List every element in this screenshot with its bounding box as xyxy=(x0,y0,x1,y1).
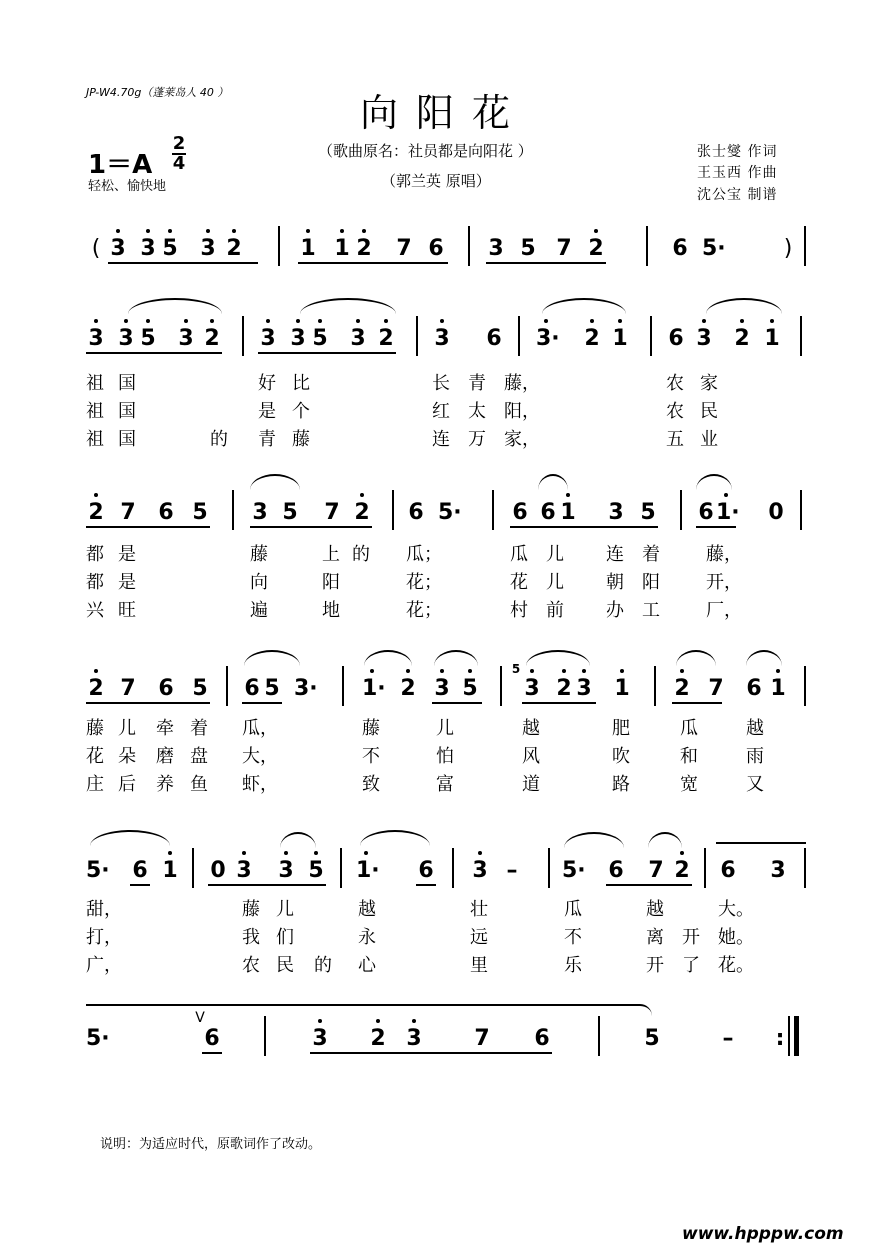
lyric-char: 祖 xyxy=(86,373,104,394)
time-bottom: 4 xyxy=(172,153,186,174)
lyrics-3-verse2 xyxy=(86,742,786,768)
lyric-char: 鱼 xyxy=(190,774,208,795)
lyric-char: 养 xyxy=(156,774,174,795)
lyrics-3-verse3 xyxy=(86,770,786,796)
lyrics-4-verse2 xyxy=(86,923,786,949)
time-top: 2 xyxy=(172,133,186,154)
lyricist-credit: 张士燮 作词 xyxy=(697,144,778,160)
lyric-char: 路 xyxy=(612,774,630,795)
lyric-char: 民 xyxy=(700,401,718,422)
lyric-char: 藤 xyxy=(250,544,268,565)
lyric-char: 工 xyxy=(642,600,660,621)
lyric-char: 儿 xyxy=(546,544,564,565)
lyrics-2-verse2 xyxy=(86,568,786,594)
lyric-char: 儿 xyxy=(436,718,454,739)
time-signature xyxy=(172,133,186,174)
lyric-char: 风 xyxy=(522,746,540,767)
lyric-char: 国 xyxy=(118,373,136,394)
lyric-char: 瓜 xyxy=(564,899,582,920)
lyric-char: 阳 xyxy=(322,572,340,593)
lyric-char: 越 xyxy=(358,899,376,920)
lyric-char: 越 xyxy=(646,899,664,920)
lyric-char: 大。 xyxy=(718,899,754,920)
lyric-char: 永 xyxy=(358,927,376,948)
lyric-char: 连 xyxy=(432,429,450,450)
lyric-char: 的 xyxy=(352,544,370,565)
lyric-char: 是 xyxy=(118,544,136,565)
lyrics-1-verse1 xyxy=(86,369,786,395)
lyric-char: 花 xyxy=(86,746,104,767)
footnote: 说明：为适应时代，原歌词作了改动。 xyxy=(100,1137,322,1152)
lyric-char: 祖 xyxy=(86,429,104,450)
transcriber-credit: 沈公宝 制谱 xyxy=(697,187,778,203)
lyrics-4-verse3 xyxy=(86,951,786,977)
lyric-char: 五 xyxy=(666,429,684,450)
lyric-char: 青 xyxy=(468,373,486,394)
lyric-char: 儿 xyxy=(118,718,136,739)
source-label: JP-W4.70g（蓬莱岛人 40 ） xyxy=(86,86,229,99)
tempo-marking: 轻松、愉快地 xyxy=(88,179,167,194)
lyric-char: 都 xyxy=(86,572,104,593)
lyric-char: 兴 xyxy=(86,600,104,621)
lyric-char: 广， xyxy=(86,955,122,976)
lyric-char: 农 xyxy=(242,955,260,976)
lyric-char: 花； xyxy=(406,572,442,593)
lyric-char: 花。 xyxy=(718,955,754,976)
staff-5: 5· V 6 3 2 3 7 6 5 – : xyxy=(86,1016,816,1072)
lyric-char: 比 xyxy=(292,373,310,394)
lyric-char: 花 xyxy=(510,572,528,593)
lyric-char: 壮 xyxy=(470,899,488,920)
lyric-char: 肥 xyxy=(612,718,630,739)
lyric-char: 上 xyxy=(322,544,340,565)
lyrics-3-verse1 xyxy=(86,714,786,740)
lyric-char: 万 xyxy=(468,429,486,450)
lyric-char: 开 xyxy=(646,955,664,976)
lyric-char: 瓜； xyxy=(406,544,442,565)
lyric-char: 朵 xyxy=(118,746,136,767)
lyric-char: 道 xyxy=(522,774,540,795)
lyric-char: 了 xyxy=(682,955,700,976)
lyric-char: 遍 xyxy=(250,600,268,621)
lyrics-1-verse2 xyxy=(86,397,786,423)
lyric-char: 富 xyxy=(436,774,454,795)
lyric-char: 农 xyxy=(666,373,684,394)
lyric-char: 越 xyxy=(746,718,764,739)
lyric-char: 朝 xyxy=(606,572,624,593)
key-signature: 1＝A xyxy=(88,150,153,180)
lyric-char: 长 xyxy=(432,373,450,394)
lyric-char: 藤 xyxy=(292,429,310,450)
lyric-char: 着 xyxy=(642,544,660,565)
lyric-char: 向 xyxy=(250,572,268,593)
lyric-char: 乐 xyxy=(564,955,582,976)
page-title: 向阳花 xyxy=(359,91,528,135)
lyric-char: 的 xyxy=(210,429,228,450)
lyric-char: 地 xyxy=(322,600,340,621)
lyric-char: 阳， xyxy=(504,401,540,422)
lyric-char: 后 xyxy=(118,774,136,795)
lyrics-4-verse1 xyxy=(86,895,786,921)
lyric-char: 好 xyxy=(258,373,276,394)
lyric-char: 瓜， xyxy=(242,718,278,739)
lyric-char: 红 xyxy=(432,401,450,422)
lyric-char: 里 xyxy=(470,955,488,976)
lyric-char: 藤， xyxy=(504,373,540,394)
lyric-char: 青 xyxy=(258,429,276,450)
lyric-char: 瓜 xyxy=(680,718,698,739)
lyric-char: 开， xyxy=(706,572,742,593)
composer-credit: 王玉西 作曲 xyxy=(697,165,778,181)
lyric-char: 越 xyxy=(522,718,540,739)
lyric-char: 她。 xyxy=(718,927,754,948)
lyric-char: 国 xyxy=(118,429,136,450)
staff-2: 2 7 6 5 3 5 7 2 6 5· 6 6 1 3 5 6 1· 0 xyxy=(86,490,816,546)
lyric-char: 业 xyxy=(700,429,718,450)
lyric-char: 着 xyxy=(190,718,208,739)
lyric-char: 不 xyxy=(564,927,582,948)
lyric-char: 甜， xyxy=(86,899,122,920)
website-watermark: www.hpppw.com xyxy=(682,1224,844,1244)
original-title: （歌曲原名：社员都是向阳花 ） xyxy=(318,142,533,160)
lyric-char: 祖 xyxy=(86,401,104,422)
lyric-char: 离 xyxy=(646,927,664,948)
lyric-char: 庄 xyxy=(86,774,104,795)
lyric-char: 盘 xyxy=(190,746,208,767)
lyric-char: 藤， xyxy=(706,544,742,565)
lyric-char: 个 xyxy=(292,401,310,422)
lyric-char: 藤 xyxy=(362,718,380,739)
lyric-char: 是 xyxy=(118,572,136,593)
lyric-char: 雨 xyxy=(746,746,764,767)
lyric-char: 的 xyxy=(314,955,332,976)
lyric-char: 儿 xyxy=(546,572,564,593)
lyric-char: 瓜 xyxy=(510,544,528,565)
lyric-char: 藤 xyxy=(242,899,260,920)
lyric-char: 村 xyxy=(510,600,528,621)
lyrics-1-verse3 xyxy=(86,425,786,451)
lyric-char: 吹 xyxy=(612,746,630,767)
lyric-char: 牵 xyxy=(156,718,174,739)
staff-intro: ( 3 3 5 3 2 1 1 2 7 6 3 5 7 2 6 5· ) xyxy=(86,226,816,282)
lyric-char: 旺 xyxy=(118,600,136,621)
lyric-char: 远 xyxy=(470,927,488,948)
lyric-char: 连 xyxy=(606,544,624,565)
lyric-char: 前 xyxy=(546,600,564,621)
lyric-char: 儿 xyxy=(276,899,294,920)
lyric-char: 我 xyxy=(242,927,260,948)
lyric-char: 磨 xyxy=(156,746,174,767)
lyric-char: 民 xyxy=(276,955,294,976)
lyric-char: 家 xyxy=(700,373,718,394)
lyric-char: 太 xyxy=(468,401,486,422)
lyric-char: 心 xyxy=(358,955,376,976)
singer-credit: （郭兰英 原唱） xyxy=(381,172,491,190)
lyric-char: 们 xyxy=(276,927,294,948)
lyric-char: 怕 xyxy=(436,746,454,767)
lyric-char: 藤 xyxy=(86,718,104,739)
lyrics-2-verse3 xyxy=(86,596,786,622)
lyric-char: 农 xyxy=(666,401,684,422)
lyric-char: 虾， xyxy=(242,774,278,795)
lyric-char: 阳 xyxy=(642,572,660,593)
lyric-char: 花； xyxy=(406,600,442,621)
lyric-char: 开 xyxy=(682,927,700,948)
lyric-char: 家， xyxy=(504,429,540,450)
staff-3: 2 7 6 5 6 5 3· 1· 2 3 5 5 3 2 3 1 2 7 6 1 xyxy=(86,666,816,722)
lyric-char: 都 xyxy=(86,544,104,565)
lyric-char: 和 xyxy=(680,746,698,767)
lyric-char: 厂， xyxy=(706,600,742,621)
lyric-char: 大， xyxy=(242,746,278,767)
lyric-char: 是 xyxy=(258,401,276,422)
lyric-char: 打， xyxy=(86,927,122,948)
staff-4: 5· 6 1 0 3 3 5 1· 6 3 – 5· 6 7 2 6 3 xyxy=(86,848,816,904)
lyric-char: 办 xyxy=(606,600,624,621)
lyrics-2-verse1 xyxy=(86,540,786,566)
lyric-char: 致 xyxy=(362,774,380,795)
lyric-char: 国 xyxy=(118,401,136,422)
lyric-char: 不 xyxy=(362,746,380,767)
staff-1: 3 3 5 3 2 3 3 5 3 2 3 6 3· 2 1 6 3 2 1 xyxy=(86,316,816,372)
lyric-char: 宽 xyxy=(680,774,698,795)
lyric-char: 又 xyxy=(746,774,764,795)
